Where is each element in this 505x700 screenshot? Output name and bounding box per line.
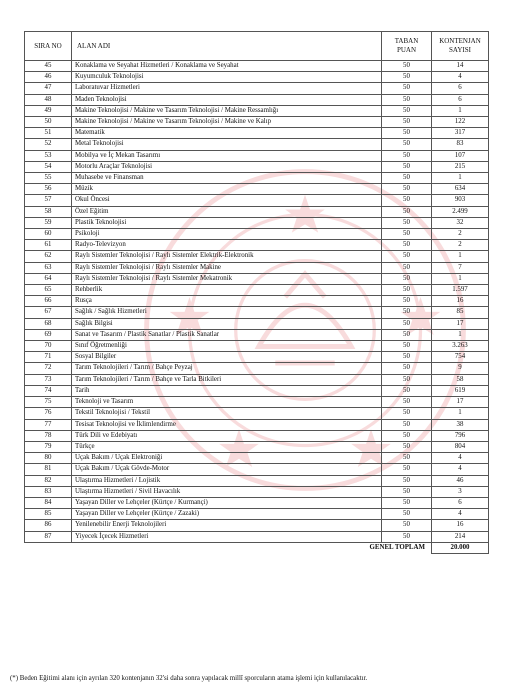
cell-sira-no: 77: [25, 419, 72, 430]
table-row: [25, 486, 489, 497]
cell-kontenjan: 16: [432, 520, 489, 531]
cell-alan-adi: Sosyal Bilgiler: [72, 352, 382, 363]
table-row: [25, 83, 489, 94]
table-row: [25, 352, 489, 363]
cell-alan-adi: Sağlık / Sağlık Hizmetleri: [72, 307, 382, 318]
table-row: [25, 307, 489, 318]
cell-taban-puan: 50: [382, 139, 432, 150]
table-body: [25, 61, 489, 543]
cell-sira-no: 61: [25, 240, 72, 251]
table-row: [25, 509, 489, 520]
cell-kontenjan: 214: [432, 531, 489, 542]
cell-kontenjan: 9: [432, 363, 489, 374]
cell-kontenjan: 3: [432, 486, 489, 497]
header-kontenjan-sayisi: [432, 32, 489, 61]
cell-sira-no: 85: [25, 509, 72, 520]
cell-kontenjan: 1.597: [432, 285, 489, 296]
total-value: 20.000: [432, 542, 489, 553]
cell-alan-adi: Maden Teknolojisi: [72, 94, 382, 105]
table-row: [25, 240, 489, 251]
cell-kontenjan: 1: [432, 173, 489, 184]
cell-alan-adi: Raylı Sistemler Teknolojisi / Raylı Sistemler Elektrik-Elektronik: [72, 251, 382, 262]
cell-taban-puan: 50: [382, 150, 432, 161]
table-row: [25, 397, 489, 408]
cell-taban-puan: 50: [382, 128, 432, 139]
cell-taban-puan: 50: [382, 72, 432, 83]
cell-taban-puan: 50: [382, 173, 432, 184]
cell-kontenjan: 2: [432, 229, 489, 240]
table-row: [25, 262, 489, 273]
cell-sira-no: 86: [25, 520, 72, 531]
cell-alan-adi: Yaşayan Diller ve Lehçeler (Kürtçe / Zazaki): [72, 509, 382, 520]
table-row: [25, 206, 489, 217]
cell-sira-no: 67: [25, 307, 72, 318]
table-row: [25, 453, 489, 464]
cell-taban-puan: 50: [382, 385, 432, 396]
cell-alan-adi: Müzik: [72, 184, 382, 195]
cell-taban-puan: 50: [382, 441, 432, 452]
table-row: [25, 419, 489, 430]
cell-kontenjan: 754: [432, 352, 489, 363]
cell-taban-puan: 50: [382, 430, 432, 441]
cell-sira-no: 49: [25, 105, 72, 116]
cell-taban-puan: 50: [382, 363, 432, 374]
cell-sira-no: 87: [25, 531, 72, 542]
cell-sira-no: 68: [25, 318, 72, 329]
table-row: [25, 285, 489, 296]
cell-taban-puan: 50: [382, 352, 432, 363]
cell-alan-adi: Tarım Teknolojileri / Tarım / Bahçe ve Tarla Bitkileri: [72, 374, 382, 385]
table-row: [25, 161, 489, 172]
cell-alan-adi: Kuyumculuk Teknolojisi: [72, 72, 382, 83]
cell-sira-no: 81: [25, 464, 72, 475]
table-header-row: [25, 32, 489, 61]
cell-taban-puan: 50: [382, 285, 432, 296]
cell-taban-puan: 50: [382, 408, 432, 419]
cell-kontenjan: 32: [432, 217, 489, 228]
cell-taban-puan: 50: [382, 531, 432, 542]
cell-sira-no: 82: [25, 475, 72, 486]
cell-taban-puan: 50: [382, 341, 432, 352]
table-row: [25, 61, 489, 72]
table-row: [25, 251, 489, 262]
cell-kontenjan: 215: [432, 161, 489, 172]
table-row: [25, 430, 489, 441]
cell-kontenjan: 634: [432, 184, 489, 195]
cell-alan-adi: Raylı Sistemler Teknolojisi / Raylı Sistemler Mekatronik: [72, 273, 382, 284]
cell-sira-no: 62: [25, 251, 72, 262]
cell-taban-puan: 50: [382, 161, 432, 172]
cell-sira-no: 48: [25, 94, 72, 105]
cell-sira-no: 84: [25, 497, 72, 508]
cell-alan-adi: Türk Dili ve Edebiyatı: [72, 430, 382, 441]
table-row: [25, 318, 489, 329]
table-row: [25, 195, 489, 206]
table-row: [25, 363, 489, 374]
cell-sira-no: 64: [25, 273, 72, 284]
cell-kontenjan: 804: [432, 441, 489, 452]
cell-alan-adi: Psikoloji: [72, 229, 382, 240]
cell-taban-puan: 50: [382, 94, 432, 105]
cell-kontenjan: 619: [432, 385, 489, 396]
header-kontenjan-line-2: SAYISI: [449, 46, 471, 54]
header-taban-puan: [382, 32, 432, 61]
table-row: [25, 475, 489, 486]
cell-alan-adi: Tesisat Teknolojisi ve İklimlendirme: [72, 419, 382, 430]
header-sira-no: SIRA NO: [25, 32, 72, 61]
table-row: [25, 173, 489, 184]
cell-sira-no: 58: [25, 206, 72, 217]
cell-sira-no: 60: [25, 229, 72, 240]
cell-sira-no: 56: [25, 184, 72, 195]
cell-taban-puan: 50: [382, 206, 432, 217]
cell-sira-no: 72: [25, 363, 72, 374]
cell-alan-adi: Yenilenebilir Enerji Teknolojileri: [72, 520, 382, 531]
table-row: [25, 217, 489, 228]
cell-taban-puan: 50: [382, 229, 432, 240]
cell-alan-adi: Mobilya ve İç Mekan Tasarımı: [72, 150, 382, 161]
cell-alan-adi: Sağlık Bilgisi: [72, 318, 382, 329]
cell-alan-adi: Ulaştırma Hizmetleri / Sivil Havacılık: [72, 486, 382, 497]
total-spacer: [25, 542, 72, 553]
cell-sira-no: 78: [25, 430, 72, 441]
footnote: (*) Beden Eğitimi alanı için ayrılan 320 kontenjanın 32'si daha sonra yapılacak millî sporcuların atama işlemi için kullanılacaktır.: [10, 675, 368, 682]
cell-alan-adi: Metal Teknolojisi: [72, 139, 382, 150]
cell-kontenjan: 17: [432, 318, 489, 329]
cell-kontenjan: 903: [432, 195, 489, 206]
cell-sira-no: 65: [25, 285, 72, 296]
cell-taban-puan: 50: [382, 61, 432, 72]
cell-sira-no: 79: [25, 441, 72, 452]
cell-sira-no: 75: [25, 397, 72, 408]
cell-taban-puan: 50: [382, 329, 432, 340]
cell-taban-puan: 50: [382, 296, 432, 307]
cell-sira-no: 73: [25, 374, 72, 385]
cell-alan-adi: Rehberlik: [72, 285, 382, 296]
cell-taban-puan: 50: [382, 453, 432, 464]
cell-alan-adi: Sınıf Öğretmenliği: [72, 341, 382, 352]
cell-sira-no: 53: [25, 150, 72, 161]
cell-alan-adi: Tekstil Teknolojisi / Tekstil: [72, 408, 382, 419]
cell-taban-puan: 50: [382, 307, 432, 318]
cell-taban-puan: 50: [382, 318, 432, 329]
table-row: [25, 72, 489, 83]
cell-sira-no: 71: [25, 352, 72, 363]
cell-taban-puan: 50: [382, 509, 432, 520]
cell-sira-no: 54: [25, 161, 72, 172]
cell-taban-puan: 50: [382, 397, 432, 408]
cell-alan-adi: Plastik Teknolojisi: [72, 217, 382, 228]
cell-kontenjan: 796: [432, 430, 489, 441]
cell-kontenjan: 58: [432, 374, 489, 385]
table-row: [25, 441, 489, 452]
cell-kontenjan: 3.263: [432, 341, 489, 352]
cell-sira-no: 55: [25, 173, 72, 184]
cell-taban-puan: 50: [382, 419, 432, 430]
cell-sira-no: 70: [25, 341, 72, 352]
cell-alan-adi: Uçak Bakım / Uçak Elektroniği: [72, 453, 382, 464]
cell-sira-no: 59: [25, 217, 72, 228]
table-row: [25, 184, 489, 195]
cell-alan-adi: Yaşayan Diller ve Lehçeler (Kürtçe / Kurmançi): [72, 497, 382, 508]
table-row: [25, 329, 489, 340]
cell-alan-adi: Okul Öncesi: [72, 195, 382, 206]
cell-alan-adi: Matematik: [72, 128, 382, 139]
cell-kontenjan: 1: [432, 329, 489, 340]
cell-kontenjan: 107: [432, 150, 489, 161]
cell-taban-puan: 50: [382, 273, 432, 284]
cell-kontenjan: 83: [432, 139, 489, 150]
cell-alan-adi: Tarih: [72, 385, 382, 396]
cell-taban-puan: 50: [382, 217, 432, 228]
table-row: [25, 341, 489, 352]
cell-sira-no: 63: [25, 262, 72, 273]
cell-alan-adi: Uçak Bakım / Uçak Gövde-Motor: [72, 464, 382, 475]
cell-alan-adi: Teknoloji ve Tasarım: [72, 397, 382, 408]
cell-taban-puan: 50: [382, 184, 432, 195]
cell-alan-adi: Makine Teknolojisi / Makine ve Tasarım Teknolojisi / Makine ve Kalıp: [72, 117, 382, 128]
cell-kontenjan: 6: [432, 497, 489, 508]
cell-alan-adi: Raylı Sistemler Teknolojisi / Raylı Sistemler Makine: [72, 262, 382, 273]
cell-kontenjan: 85: [432, 307, 489, 318]
cell-kontenjan: 2.499: [432, 206, 489, 217]
header-taban-puan-line-1: TABAN: [394, 37, 419, 45]
cell-alan-adi: Ulaştırma Hizmetleri / Lojistik: [72, 475, 382, 486]
table-row: [25, 520, 489, 531]
cell-sira-no: 50: [25, 117, 72, 128]
table-row: [25, 229, 489, 240]
header-alan-adi: ALAN ADI: [72, 32, 382, 61]
cell-sira-no: 69: [25, 329, 72, 340]
cell-taban-puan: 50: [382, 486, 432, 497]
cell-alan-adi: Makine Teknolojisi / Makine ve Tasarım Teknolojisi / Makine Ressamlığı: [72, 105, 382, 116]
cell-kontenjan: 4: [432, 72, 489, 83]
table-row: [25, 296, 489, 307]
cell-taban-puan: 50: [382, 374, 432, 385]
table-row: [25, 105, 489, 116]
cell-kontenjan: 46: [432, 475, 489, 486]
table-row: [25, 117, 489, 128]
header-taban-puan-line-2: PUAN: [396, 46, 417, 54]
cell-kontenjan: 6: [432, 83, 489, 94]
table-row: [25, 464, 489, 475]
cell-alan-adi: Motorlu Araçlar Teknolojisi: [72, 161, 382, 172]
cell-sira-no: 80: [25, 453, 72, 464]
cell-taban-puan: 50: [382, 497, 432, 508]
cell-kontenjan: 1: [432, 105, 489, 116]
cell-kontenjan: 1: [432, 408, 489, 419]
cell-sira-no: 66: [25, 296, 72, 307]
cell-alan-adi: Yiyecek İçecek Hizmetleri: [72, 531, 382, 542]
cell-taban-puan: 50: [382, 240, 432, 251]
cell-sira-no: 45: [25, 61, 72, 72]
cell-alan-adi: Tarım Teknolojileri / Tarım / Bahçe Peyzaj: [72, 363, 382, 374]
cell-kontenjan: 2: [432, 240, 489, 251]
cell-taban-puan: 50: [382, 83, 432, 94]
cell-alan-adi: Muhasebe ve Finansman: [72, 173, 382, 184]
table-row: [25, 150, 489, 161]
cell-alan-adi: Konaklama ve Seyahat Hizmetleri / Konaklama ve Seyahat: [72, 61, 382, 72]
cell-taban-puan: 50: [382, 117, 432, 128]
cell-kontenjan: 38: [432, 419, 489, 430]
table-row: [25, 408, 489, 419]
cell-alan-adi: Radyo-Televizyon: [72, 240, 382, 251]
cell-kontenjan: 122: [432, 117, 489, 128]
cell-alan-adi: Laboratuvar Hizmetleri: [72, 83, 382, 94]
cell-sira-no: 47: [25, 83, 72, 94]
cell-alan-adi: Türkçe: [72, 441, 382, 452]
total-label: GENEL TOPLAM: [72, 542, 432, 553]
cell-kontenjan: 1: [432, 273, 489, 284]
cell-taban-puan: 50: [382, 195, 432, 206]
total-row: [25, 542, 489, 553]
table-row: [25, 128, 489, 139]
cell-kontenjan: 4: [432, 453, 489, 464]
cell-sira-no: 51: [25, 128, 72, 139]
table-row: [25, 139, 489, 150]
cell-sira-no: 57: [25, 195, 72, 206]
cell-sira-no: 52: [25, 139, 72, 150]
cell-taban-puan: 50: [382, 105, 432, 116]
cell-alan-adi: Rusça: [72, 296, 382, 307]
table-row: [25, 531, 489, 542]
quota-table: [24, 31, 489, 554]
cell-taban-puan: 50: [382, 520, 432, 531]
cell-alan-adi: Özel Eğitim: [72, 206, 382, 217]
cell-alan-adi: Sanat ve Tasarım / Plastik Sanatlar / Plastik Sanatlar: [72, 329, 382, 340]
cell-kontenjan: 7: [432, 262, 489, 273]
cell-sira-no: 83: [25, 486, 72, 497]
cell-sira-no: 46: [25, 72, 72, 83]
cell-kontenjan: 6: [432, 94, 489, 105]
table-row: [25, 385, 489, 396]
cell-taban-puan: 50: [382, 464, 432, 475]
cell-kontenjan: 16: [432, 296, 489, 307]
cell-kontenjan: 4: [432, 464, 489, 475]
table-row: [25, 374, 489, 385]
table-row: [25, 497, 489, 508]
cell-kontenjan: 14: [432, 61, 489, 72]
cell-kontenjan: 317: [432, 128, 489, 139]
cell-taban-puan: 50: [382, 262, 432, 273]
table-row: [25, 273, 489, 284]
cell-taban-puan: 50: [382, 251, 432, 262]
cell-taban-puan: 50: [382, 475, 432, 486]
header-kontenjan-line-1: KONTENJAN: [439, 37, 481, 45]
cell-kontenjan: 4: [432, 509, 489, 520]
table-row: [25, 94, 489, 105]
cell-kontenjan: 17: [432, 397, 489, 408]
cell-sira-no: 76: [25, 408, 72, 419]
cell-sira-no: 74: [25, 385, 72, 396]
cell-kontenjan: 1: [432, 251, 489, 262]
